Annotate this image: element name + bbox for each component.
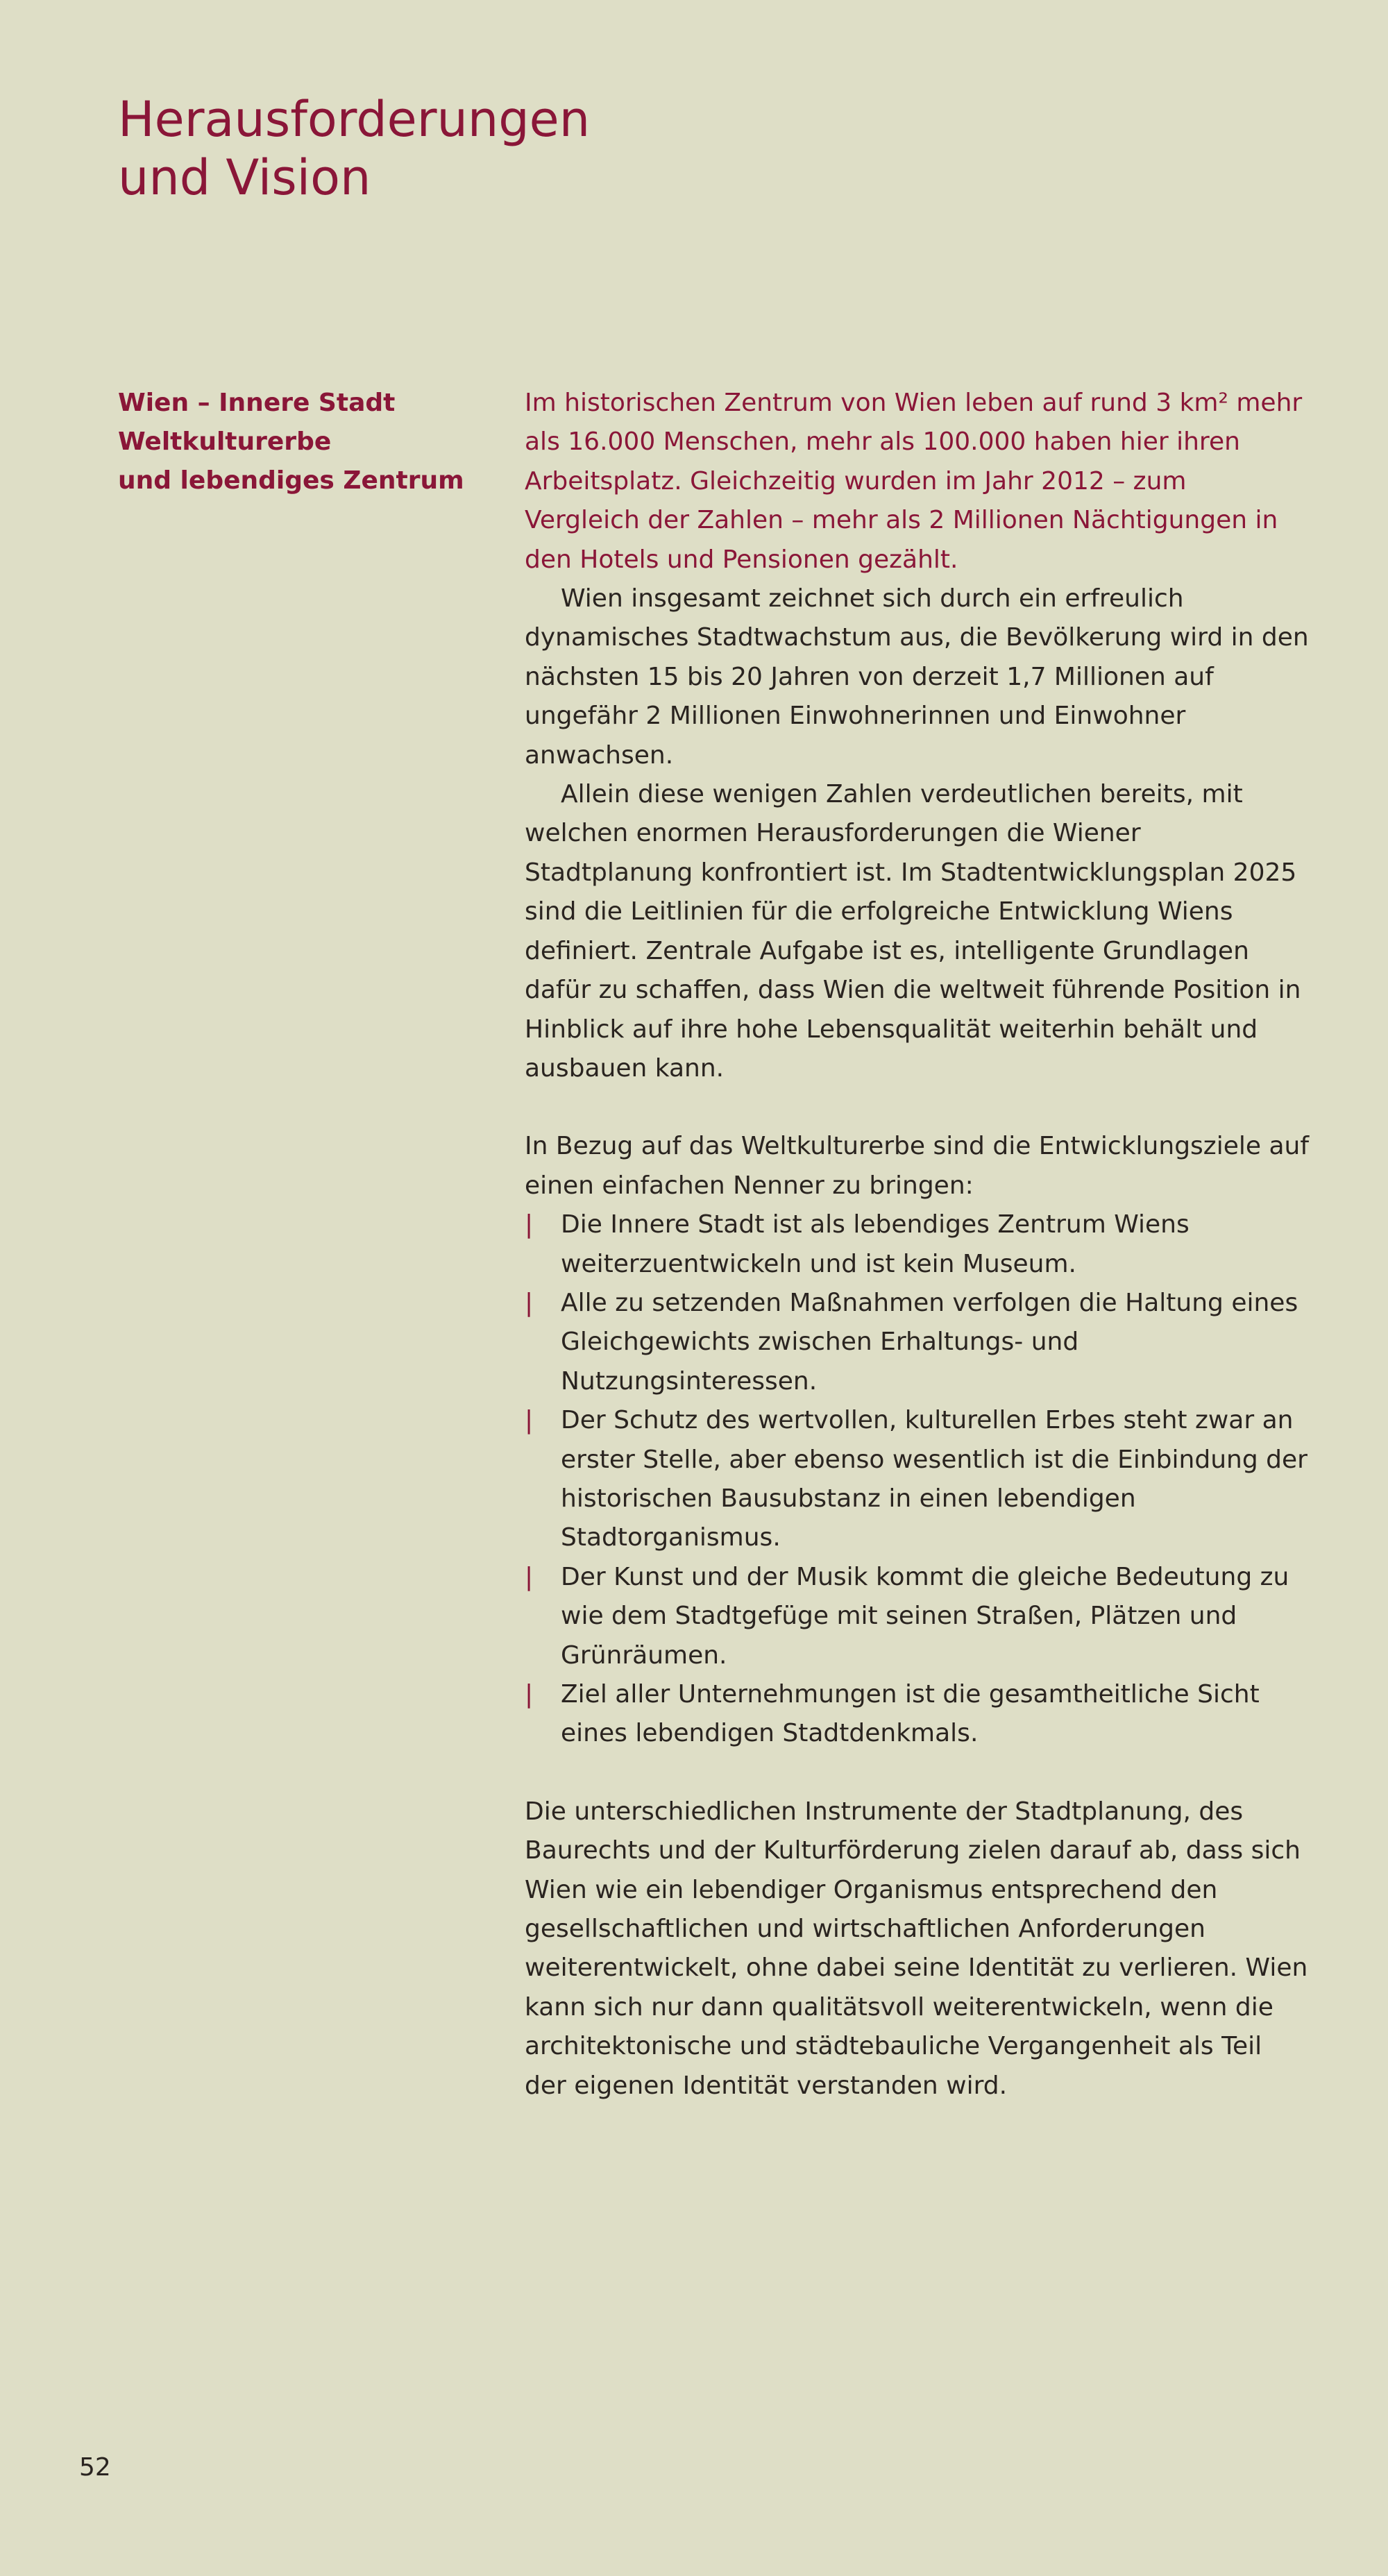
section-side-heading — [118, 384, 464, 500]
paragraph-gap — [525, 1754, 1309, 1793]
side-heading-line: und lebendiges Zentrum — [118, 466, 464, 495]
side-heading-line: Wien – Innere Stadt — [118, 389, 396, 417]
side-heading-line: Weltkulturerbe — [118, 427, 332, 456]
list-item-text: Der Schutz des wertvollen, kulturellen Erbes steht zwar an erster Stelle, aber ebenso wesentlich ist die Einbindung der historischen Bausubstanz in einen lebendigen Stadtorganismus. — [561, 1406, 1307, 1552]
list-item — [525, 1558, 1309, 1675]
page-title-line: und Vision — [118, 149, 371, 206]
page-title-line: Herausforderungen — [118, 91, 591, 148]
list-item — [525, 1401, 1309, 1558]
paragraph-gap — [525, 1088, 1309, 1127]
list-item-text: Ziel aller Unternehmungen ist die gesamtheitliche Sicht eines lebendigen Stadtdenkmals. — [561, 1680, 1260, 1748]
list-item — [525, 1675, 1309, 1754]
list-item-text: Die Innere Stadt ist als lebendiges Zentrum Wiens weiterzuentwickeln und ist kein Museum. — [561, 1210, 1190, 1278]
bullet-bar-icon: | — [525, 1288, 534, 1317]
list-item-text: Alle zu setzenden Maßnahmen verfolgen die Haltung eines Gleichgewichts zwischen Erhaltungs- und Nutzungsinteressen. — [561, 1288, 1298, 1396]
bullet-bar-icon: | — [525, 1680, 534, 1709]
body-paragraph: Allein diese wenigen Zahlen verdeutlichen bereits, mit welchen enormen Herausforderungen die Wiener Stadtplanung konfrontiert ist. Im Stadtentwicklungsplan 2025 sind die Leitlinien für die erfolgreiche Entwicklung Wiens definiert. Zentrale Aufgabe ist es, intelligente Grundlagen dafür zu schaffen, dass Wien die weltweit führende Position in Hinblick auf ihre hohe Lebensqualität weiterhin behält und ausbauen kann. — [525, 780, 1301, 1083]
goals-list — [525, 1205, 1309, 1754]
list-item — [525, 1284, 1309, 1401]
body-paragraph: Wien insgesamt zeichnet sich durch ein erfreulich dynamisches Stadtwachstum aus, die Bevölkerung wird in den nächsten 15 bis 20 Jahren von derzeit 1,7 Millionen auf ungefähr 2 Millionen Einwohnerinnen und Einwohner anwachsen. — [525, 584, 1309, 770]
list-intro: In Bezug auf das Weltkulturerbe sind die Entwicklungsziele auf einen einfachen Nenner zu bringen: — [525, 1132, 1309, 1200]
bullet-bar-icon: | — [525, 1210, 534, 1239]
bullet-bar-icon: | — [525, 1406, 534, 1435]
page-number: 52 — [79, 2453, 111, 2482]
list-item-text: Der Kunst und der Musik kommt die gleiche Bedeutung zu wie dem Stadtgefüge mit seinen Straßen, Plätzen und Grünräumen. — [561, 1562, 1289, 1670]
page-title — [118, 90, 590, 207]
body-text-column — [525, 384, 1309, 2105]
closing-paragraph: Die unterschiedlichen Instrumente der Stadtplanung, des Baurechts und der Kulturförderung zielen darauf ab, dass sich Wien wie ein lebendiger Organismus entsprechend den gesellschaftlichen und wirtschaftlichen Anforderungen weiterentwickelt, ohne dabei seine Identität zu verlieren. Wien kann sich nur dann qualitätsvoll weiterentwickeln, wenn die architektonische und städtebauliche Vergangenheit als Teil der eigenen Identität verstanden wird. — [525, 1797, 1308, 2100]
bullet-bar-icon: | — [525, 1562, 534, 1591]
lead-paragraph: Im historischen Zentrum von Wien leben auf rund 3 km² mehr als 16.000 Menschen, mehr als 100.000 haben hier ihren Arbeitsplatz. Gleichzeitig wurden im Jahr 2012 – zum Vergleich der Zahlen – mehr als 2 Millionen Nächtigungen in den Hotels und Pensionen gezählt. — [525, 389, 1303, 574]
list-item — [525, 1205, 1309, 1284]
